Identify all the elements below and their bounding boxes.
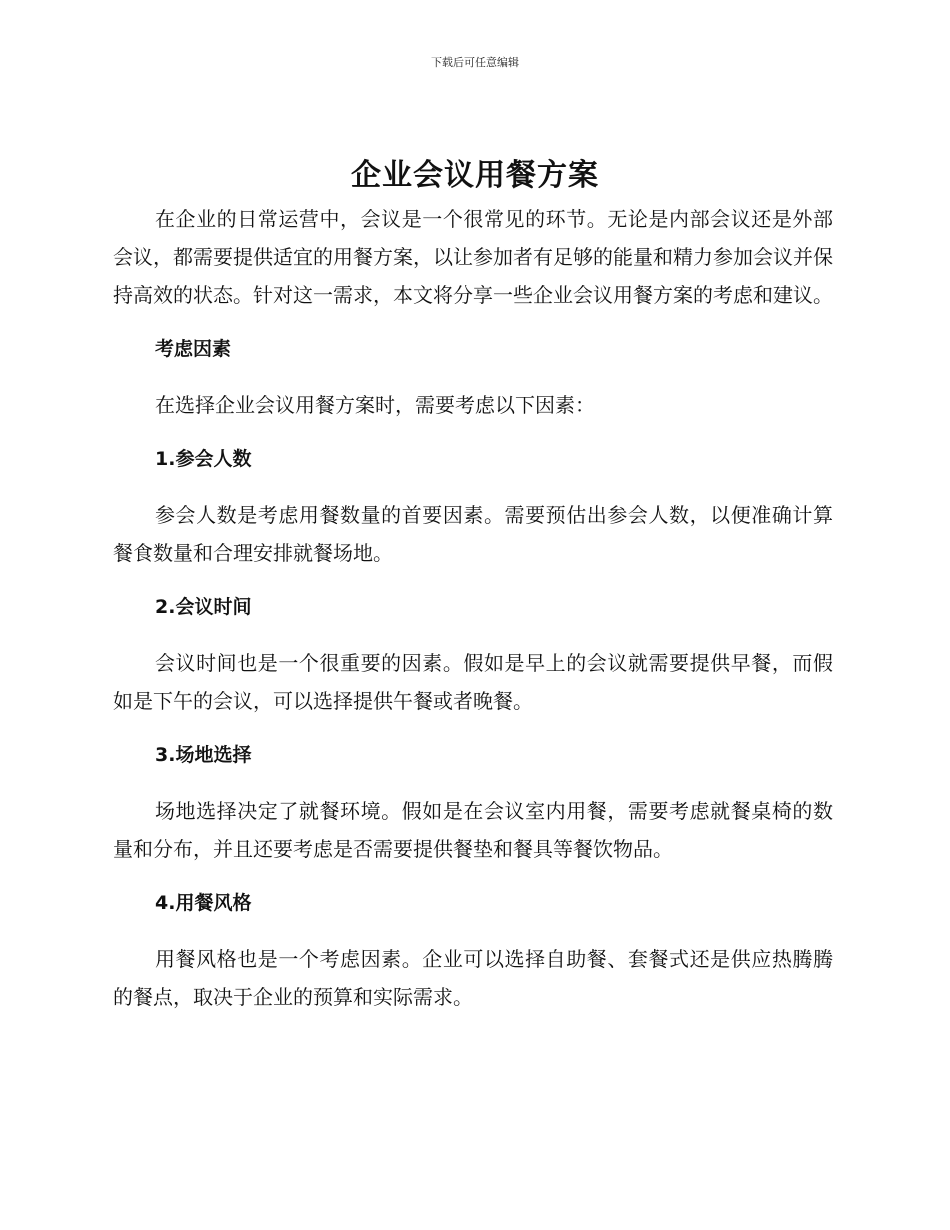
section-heading: 考虑因素: [155, 338, 232, 360]
document-body: [113, 200, 833, 1034]
intro-paragraph: 在企业的日常运营中，会议是一个很常见的环节。无论是内部会议还是外部会议，都需要提供适宜的用餐方案，以让参加者有足够的能量和精力参加会议并保持高效的状态。针对这一需求，本文将分享一些企业会议用餐方案的考虑和建议。: [113, 207, 833, 307]
factor-text-3: 场地选择决定了就餐环境。假如是在会议室内用餐，需要考虑就餐桌椅的数量和分布，并且还要考虑是否需要提供餐垫和餐具等餐饮物品。: [113, 799, 833, 861]
factor-heading-2: 2.会议时间: [155, 596, 252, 618]
factor-heading-1: 1.参会人数: [155, 448, 252, 470]
document-title: 企业会议用餐方案: [351, 158, 599, 193]
factor-text-4: 用餐风格也是一个考虑因素。企业可以选择自助餐、套餐式还是供应热腾腾的餐点，取决于企业的预算和实际需求。: [113, 947, 833, 1009]
section-lead-paragraph: 在选择企业会议用餐方案时，需要考虑以下因素：: [155, 393, 595, 417]
factor-heading-4: 4.用餐风格: [155, 892, 252, 914]
factor-heading-3: 3.场地选择: [155, 744, 252, 766]
factor-text-2: 会议时间也是一个很重要的因素。假如是早上的会议就需要提供早餐，而假如是下午的会议，可以选择提供午餐或者晚餐。: [113, 651, 833, 713]
header-note: 下载后可任意编辑: [431, 56, 519, 69]
factor-text-1: 参会人数是考虑用餐数量的首要因素。需要预估出参会人数，以便准确计算餐食数量和合理安排就餐场地。: [113, 503, 833, 565]
